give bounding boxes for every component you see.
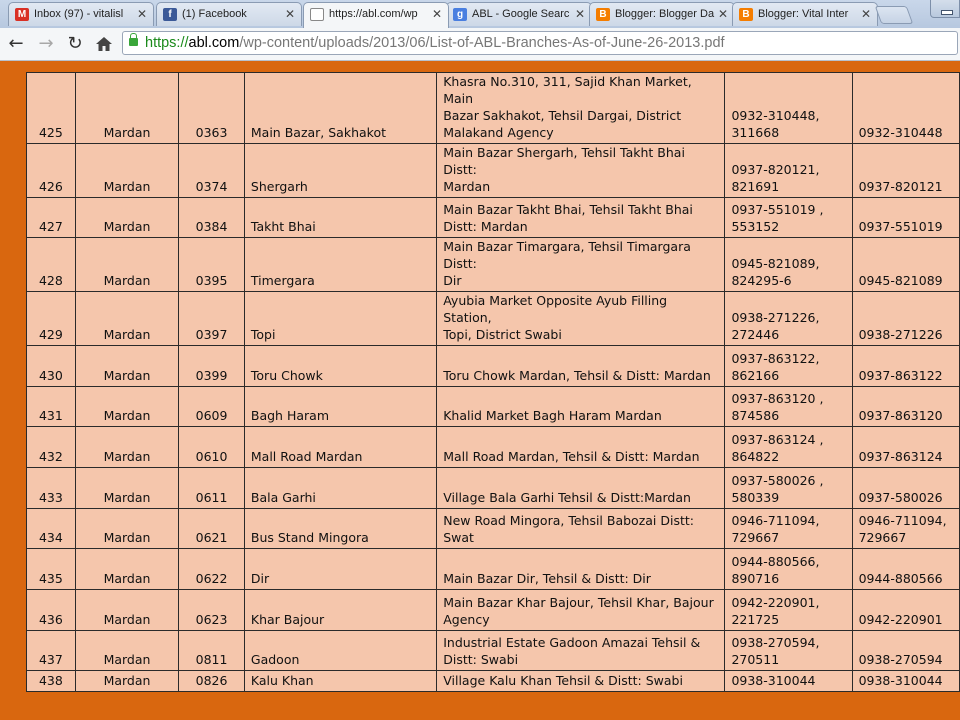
address-cell <box>437 549 725 590</box>
blogger-icon: B <box>739 8 753 21</box>
phone-cell <box>725 144 852 198</box>
city-cell: Mardan <box>75 427 178 468</box>
address-cell-line: Bazar Sakhakot, Tehsil Dargai, District <box>443 108 682 123</box>
address-cell-line: Dir <box>443 273 462 288</box>
table-row <box>27 549 960 590</box>
city-cell: Mardan <box>75 387 178 427</box>
phone-cell-line: 890716 <box>731 571 780 586</box>
close-tab-icon[interactable]: ✕ <box>136 7 147 21</box>
address-cell-line: New Road Mingora, Tehsil Babozai Distt: Swat <box>443 513 694 545</box>
fax-cell <box>852 73 959 144</box>
browser-toolbar <box>0 28 960 61</box>
phone-cell-line: 862166 <box>731 368 780 383</box>
phone-cell-line: 0946-711094, <box>731 513 820 528</box>
city-cell: Mardan <box>75 631 178 671</box>
fax-cell-line: 0937-820121 <box>858 179 943 194</box>
address-cell <box>437 387 725 427</box>
table-row <box>27 346 960 387</box>
fax-cell <box>852 549 959 590</box>
tab-title: (1) Facebook <box>182 8 247 20</box>
tab-3[interactable] <box>303 2 449 28</box>
table-row <box>27 631 960 671</box>
address-cell-line: Village Kalu Khan Tehsil & Distt: Swabi <box>443 673 683 688</box>
url-text <box>145 32 725 54</box>
serial-cell: 432 <box>27 427 76 468</box>
fax-cell-line: 0937-551019 <box>858 219 943 234</box>
branch-name-cell: Bus Stand Mingora <box>244 509 436 549</box>
gmail-icon: M <box>15 8 29 21</box>
phone-cell-line: 272446 <box>731 327 780 342</box>
address-cell-line: Khasra No.310, 311, Sajid Khan Market, Main <box>443 74 692 106</box>
reload-icon: ↻ <box>67 33 83 54</box>
tab-5[interactable] <box>589 2 735 26</box>
serial-cell: 428 <box>27 238 76 292</box>
tab-1[interactable] <box>8 2 154 26</box>
table-row <box>27 144 960 198</box>
fax-cell <box>852 631 959 671</box>
close-tab-icon[interactable]: ✕ <box>431 7 442 21</box>
serial-cell: 431 <box>27 387 76 427</box>
phone-cell-line: 311668 <box>731 125 780 140</box>
phone-cell-line: 0944-880566, <box>731 554 820 569</box>
phone-cell-line: 0937-863120 , <box>731 391 824 406</box>
address-cell-line: Main Bazar Dir, Tehsil & Distt: Dir <box>443 571 651 586</box>
address-cell <box>437 509 725 549</box>
serial-cell: 436 <box>27 590 76 631</box>
branch-name-cell: Khar Bajour <box>244 590 436 631</box>
tab-2[interactable] <box>156 2 302 26</box>
address-cell-line: Malakand Agency <box>443 125 554 140</box>
address-cell <box>437 198 725 238</box>
phone-cell-line: 0937-863124 , <box>731 432 824 447</box>
phone-cell <box>725 468 852 509</box>
address-cell <box>437 346 725 387</box>
phone-cell-line: 221725 <box>731 612 780 627</box>
city-cell: Mardan <box>75 198 178 238</box>
serial-cell: 438 <box>27 671 76 692</box>
address-cell-line: Industrial Estate Gadoon Amazai Tehsil & <box>443 635 701 650</box>
url-scheme: https:// <box>145 35 189 51</box>
fax-cell <box>852 387 959 427</box>
city-cell: Mardan <box>75 292 178 346</box>
close-tab-icon[interactable]: ✕ <box>717 7 728 21</box>
table-row <box>27 73 960 144</box>
phone-cell <box>725 671 852 692</box>
branch-name-cell: Bala Garhi <box>244 468 436 509</box>
serial-cell: 433 <box>27 468 76 509</box>
phone-cell-line: 0942-220901, <box>731 595 820 610</box>
fax-cell <box>852 198 959 238</box>
serial-cell: 427 <box>27 198 76 238</box>
tab-strip <box>0 0 960 28</box>
address-cell-line: Main Bazar Shergarh, Tehsil Takht Bhai Distt: <box>443 145 685 177</box>
fax-cell-line: 0942-220901 <box>858 612 943 627</box>
tab-title: Blogger: Vital Inter <box>758 8 849 20</box>
address-cell-line: Main Bazar Timargara, Tehsil Timargara Distt: <box>443 239 691 271</box>
fax-cell-line: 0944-880566 <box>858 571 943 586</box>
serial-cell: 435 <box>27 549 76 590</box>
close-tab-icon[interactable]: ✕ <box>284 7 295 21</box>
phone-cell-line: 553152 <box>731 219 780 234</box>
serial-cell: 437 <box>27 631 76 671</box>
phone-cell <box>725 198 852 238</box>
fax-cell-line: 0937-863122 <box>858 368 943 383</box>
branch-name-cell: Kalu Khan <box>244 671 436 692</box>
branch-table <box>26 72 960 692</box>
phone-cell-line: 824295-6 <box>731 273 792 288</box>
url-path: /wp-content/uploads/2013/06/List-of-ABL-Branches-As-of-June-26-2013.pdf <box>239 35 725 51</box>
fax-cell-line: 0937-580026 <box>858 490 943 505</box>
address-cell <box>437 671 725 692</box>
city-cell: Mardan <box>75 509 178 549</box>
branch-name-cell: Shergarh <box>244 144 436 198</box>
branch-code-cell: 0374 <box>179 144 245 198</box>
branch-code-cell: 0611 <box>179 468 245 509</box>
table-row <box>27 509 960 549</box>
branch-code-cell: 0363 <box>179 73 245 144</box>
branch-code-cell: 0395 <box>179 238 245 292</box>
phone-cell-line: 0932-310448, <box>731 108 820 123</box>
address-cell-line: Mall Road Mardan, Tehsil & Distt: Mardan <box>443 449 700 464</box>
address-cell-line: Village Bala Garhi Tehsil & Distt:Mardan <box>443 490 691 505</box>
phone-cell <box>725 509 852 549</box>
fax-cell-line: 0938-310044 <box>858 673 943 688</box>
phone-cell <box>725 238 852 292</box>
address-cell-line: Topi, District Swabi <box>443 327 562 342</box>
address-cell <box>437 144 725 198</box>
lock-icon <box>129 38 138 46</box>
page-icon <box>310 8 324 21</box>
address-cell-line: Mardan <box>443 179 491 194</box>
phone-cell-line: 821691 <box>731 179 780 194</box>
branch-name-cell: Bagh Haram <box>244 387 436 427</box>
close-tab-icon[interactable]: ✕ <box>860 7 871 21</box>
phone-cell <box>725 549 852 590</box>
branch-code-cell: 0397 <box>179 292 245 346</box>
branch-name-cell: Gadoon <box>244 631 436 671</box>
fax-cell <box>852 509 959 549</box>
phone-cell <box>725 590 852 631</box>
new-tab-button[interactable] <box>875 6 914 24</box>
back-button[interactable] <box>4 32 28 56</box>
phone-cell-line: 0937-580026 , <box>731 473 824 488</box>
phone-cell-line: 729667 <box>731 530 780 545</box>
city-cell: Mardan <box>75 671 178 692</box>
tab-title: https://abl.com/wp <box>329 8 418 20</box>
table-row <box>27 427 960 468</box>
phone-cell <box>725 631 852 671</box>
branch-code-cell: 0622 <box>179 549 245 590</box>
address-cell-line: Toru Chowk Mardan, Tehsil & Distt: Mardan <box>443 368 711 383</box>
tab-6[interactable] <box>732 2 878 26</box>
table-row <box>27 468 960 509</box>
fax-cell-line: 729667 <box>858 530 907 545</box>
branch-code-cell: 0609 <box>179 387 245 427</box>
tab-title: Blogger: Blogger Da <box>615 8 715 20</box>
phone-cell <box>725 292 852 346</box>
fax-cell-line: 0946-711094, <box>858 513 947 528</box>
branch-code-cell: 0399 <box>179 346 245 387</box>
address-cell <box>437 427 725 468</box>
city-cell: Mardan <box>75 590 178 631</box>
address-cell-line: Distt: Mardan <box>443 219 528 234</box>
branch-name-cell: Mall Road Mardan <box>244 427 436 468</box>
city-cell: Mardan <box>75 468 178 509</box>
phone-cell-line: 874586 <box>731 408 780 423</box>
fax-cell-line: 0932-310448 <box>858 125 943 140</box>
address-cell <box>437 292 725 346</box>
branch-code-cell: 0811 <box>179 631 245 671</box>
table-row <box>27 590 960 631</box>
address-cell-line: Main Bazar Khar Bajour, Tehsil Khar, Bajour <box>443 595 714 610</box>
branch-code-cell: 0610 <box>179 427 245 468</box>
table-row <box>27 238 960 292</box>
fax-cell <box>852 590 959 631</box>
address-cell <box>437 73 725 144</box>
table-row <box>27 387 960 427</box>
fax-cell <box>852 468 959 509</box>
address-cell <box>437 631 725 671</box>
table-row <box>27 292 960 346</box>
facebook-icon: f <box>163 8 177 21</box>
reload-button[interactable] <box>63 32 87 56</box>
phone-cell-line: 0937-863122, <box>731 351 820 366</box>
address-bar[interactable] <box>122 31 958 55</box>
fax-cell <box>852 144 959 198</box>
back-arrow-icon: ← <box>8 33 24 54</box>
branch-code-cell: 0384 <box>179 198 245 238</box>
city-cell: Mardan <box>75 346 178 387</box>
phone-cell-line: 0937-820121, <box>731 162 820 177</box>
fax-cell <box>852 292 959 346</box>
forward-button[interactable] <box>34 32 58 56</box>
fax-cell <box>852 346 959 387</box>
city-cell: Mardan <box>75 144 178 198</box>
serial-cell: 430 <box>27 346 76 387</box>
branch-name-cell: Timergara <box>244 238 436 292</box>
address-cell-line: Distt: Swabi <box>443 652 519 667</box>
phone-cell <box>725 387 852 427</box>
phone-cell-line: 0938-271226, <box>731 310 820 325</box>
address-cell <box>437 590 725 631</box>
phone-cell-line: 580339 <box>731 490 780 505</box>
fax-cell <box>852 427 959 468</box>
address-cell-line: Agency <box>443 612 490 627</box>
branch-name-cell: Topi <box>244 292 436 346</box>
tab-4[interactable] <box>446 2 592 26</box>
fax-cell <box>852 671 959 692</box>
address-cell <box>437 468 725 509</box>
branch-table-body <box>27 73 960 692</box>
fax-cell <box>852 238 959 292</box>
fax-cell-line: 0938-271226 <box>858 327 943 342</box>
fax-cell-line: 0945-821089 <box>858 273 943 288</box>
serial-cell: 425 <box>27 73 76 144</box>
fax-cell-line: 0937-863124 <box>858 449 943 464</box>
phone-cell-line: 0945-821089, <box>731 256 820 271</box>
branch-name-cell: Takht Bhai <box>244 198 436 238</box>
google-icon: g <box>453 8 467 21</box>
phone-cell <box>725 346 852 387</box>
phone-cell-line: 270511 <box>731 652 780 667</box>
phone-cell-line: 0938-310044 <box>731 673 816 688</box>
home-button[interactable] <box>92 32 116 56</box>
phone-cell <box>725 73 852 144</box>
branch-code-cell: 0621 <box>179 509 245 549</box>
phone-cell-line: 0937-551019 , <box>731 202 824 217</box>
phone-cell <box>725 427 852 468</box>
home-icon <box>95 35 113 53</box>
pdf-viewer[interactable] <box>0 61 960 720</box>
address-cell-line: Ayubia Market Opposite Ayub Filling Station, <box>443 293 668 325</box>
close-tab-icon[interactable]: ✕ <box>574 7 585 21</box>
phone-cell-line: 864822 <box>731 449 780 464</box>
address-cell-line: Main Bazar Takht Bhai, Tehsil Takht Bhai <box>443 202 693 217</box>
serial-cell: 434 <box>27 509 76 549</box>
tab-title: Inbox (97) - vitalisl <box>34 8 124 20</box>
tab-title: ABL - Google Searc <box>472 8 570 20</box>
table-row <box>27 671 960 692</box>
city-cell: Mardan <box>75 549 178 590</box>
phone-cell-line: 0938-270594, <box>731 635 820 650</box>
branch-code-cell: 0826 <box>179 671 245 692</box>
url-host: abl.com <box>188 35 240 51</box>
branch-name-cell: Toru Chowk <box>244 346 436 387</box>
serial-cell: 426 <box>27 144 76 198</box>
serial-cell: 429 <box>27 292 76 346</box>
table-row <box>27 198 960 238</box>
fax-cell-line: 0938-270594 <box>858 652 943 667</box>
address-cell-line: Khalid Market Bagh Haram Mardan <box>443 408 662 423</box>
branch-code-cell: 0623 <box>179 590 245 631</box>
branch-name-cell: Dir <box>244 549 436 590</box>
minimize-window-button[interactable] <box>930 0 960 18</box>
branch-name-cell: Main Bazar, Sakhakot <box>244 73 436 144</box>
address-cell <box>437 238 725 292</box>
city-cell: Mardan <box>75 238 178 292</box>
fax-cell-line: 0937-863120 <box>858 408 943 423</box>
city-cell: Mardan <box>75 73 178 144</box>
blogger-icon: B <box>596 8 610 21</box>
forward-arrow-icon: → <box>38 33 54 54</box>
